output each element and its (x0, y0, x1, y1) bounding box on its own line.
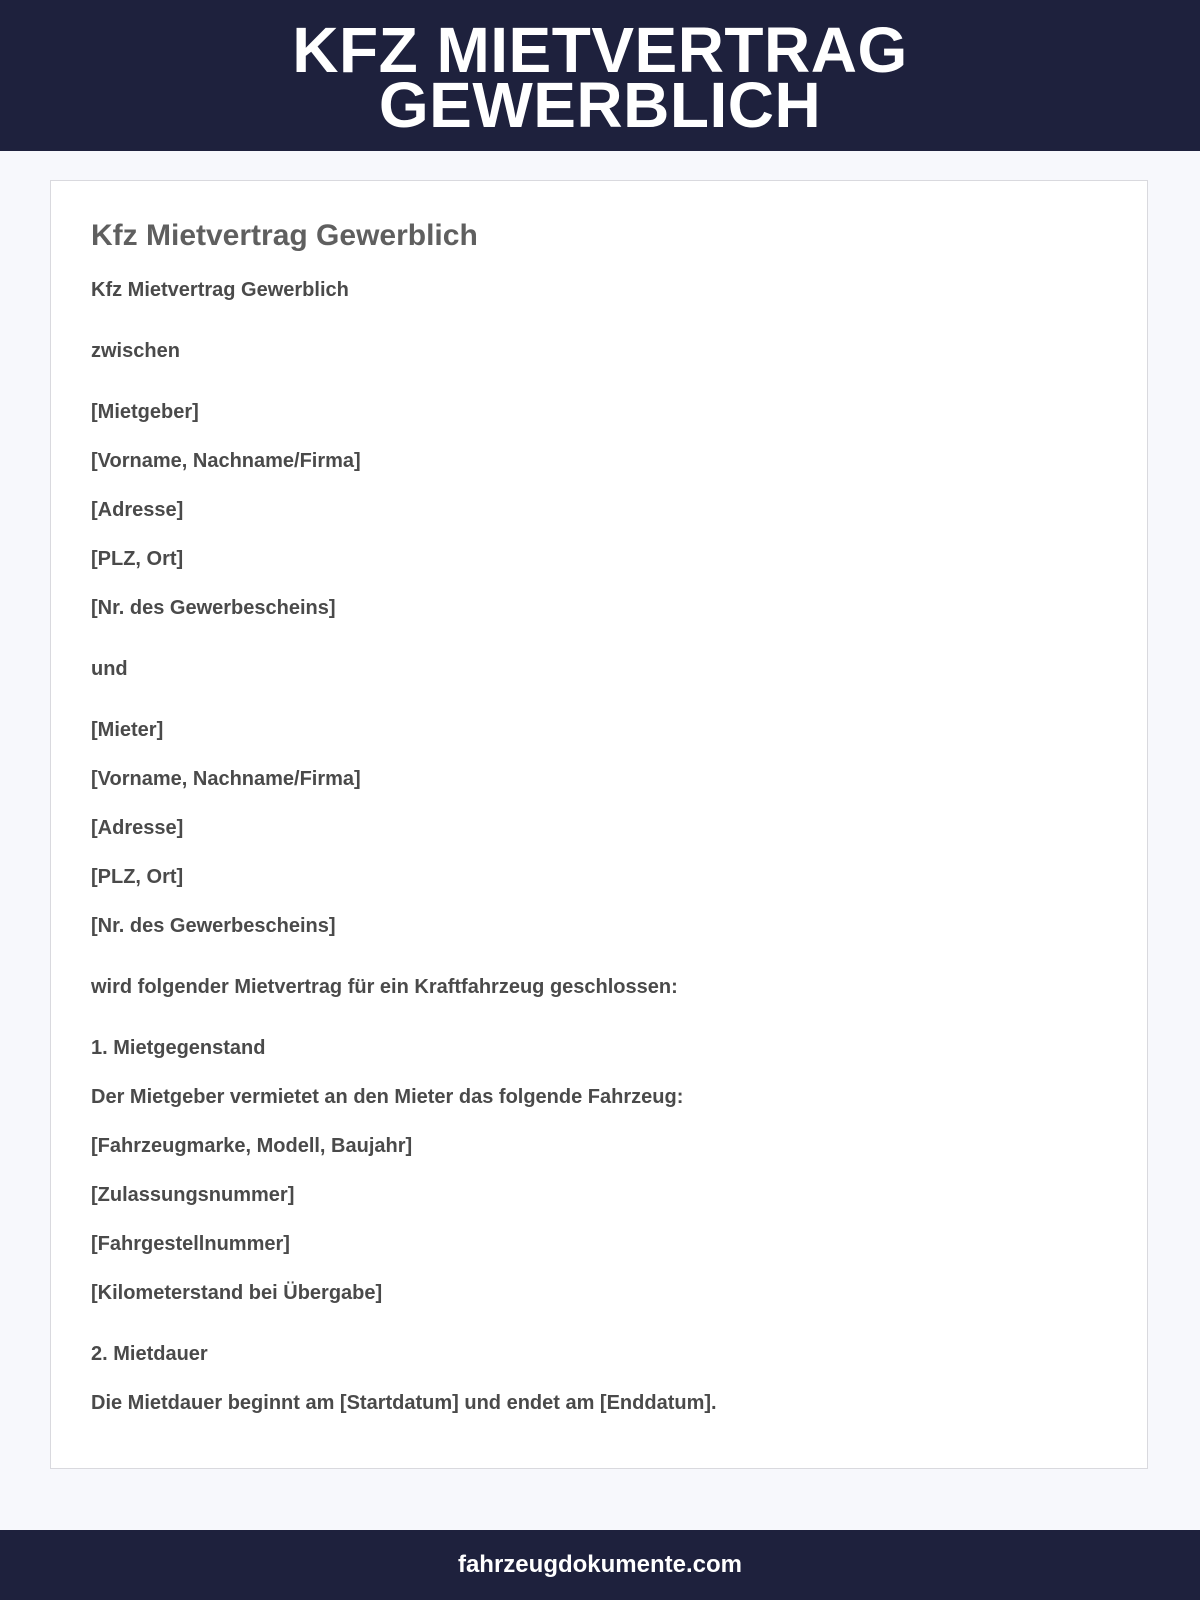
section-heading: 2. Mietdauer (91, 1343, 208, 1365)
document-card (50, 180, 1148, 1469)
page-title-line-2: GEWERBLICH (378, 68, 822, 141)
document-line: [PLZ, Ort] (91, 866, 184, 888)
document-line: [Adresse] (91, 817, 184, 839)
document-line: zwischen (91, 340, 180, 362)
page-footer (0, 1530, 1200, 1600)
document-line: [Kilometerstand bei Übergabe] (91, 1282, 383, 1304)
document-line: Kfz Mietvertrag Gewerblich (91, 279, 349, 301)
document-line: Der Mietgeber vermietet an den Mieter das folgende Fahrzeug: (91, 1086, 684, 1108)
document-line: [Fahrzeugmarke, Modell, Baujahr] (91, 1135, 413, 1157)
document-heading: Kfz Mietvertrag Gewerblich (91, 219, 478, 252)
document-line: [Nr. des Gewerbescheins] (91, 597, 336, 619)
page-title-line-1: KFZ MIETVERTRAG (292, 13, 908, 86)
document-line: [PLZ, Ort] (91, 548, 184, 570)
document-line: und (91, 658, 128, 680)
document-line: [Fahrgestellnummer] (91, 1233, 290, 1255)
section-heading: 1. Mietgegenstand (91, 1037, 266, 1059)
document-line: [Vorname, Nachname/Firma] (91, 768, 361, 790)
page-title (220, 13, 980, 141)
footer-site-text: fahrzeugdokumente.com (457, 1551, 743, 1578)
document-line: [Zulassungsnummer] (91, 1184, 295, 1206)
page-header (0, 0, 1200, 151)
document-line: [Nr. des Gewerbescheins] (91, 915, 336, 937)
document-line: Die Mietdauer beginnt am [Startdatum] und endet am [Enddatum]. (91, 1392, 717, 1414)
document-line: [Vorname, Nachname/Firma] (91, 450, 361, 472)
document-line: [Mietgeber] (91, 401, 199, 423)
document-line: wird folgender Mietvertrag für ein Kraftfahrzeug geschlossen: (91, 976, 678, 998)
document-line: [Mieter] (91, 719, 164, 741)
document-line: [Adresse] (91, 499, 184, 521)
